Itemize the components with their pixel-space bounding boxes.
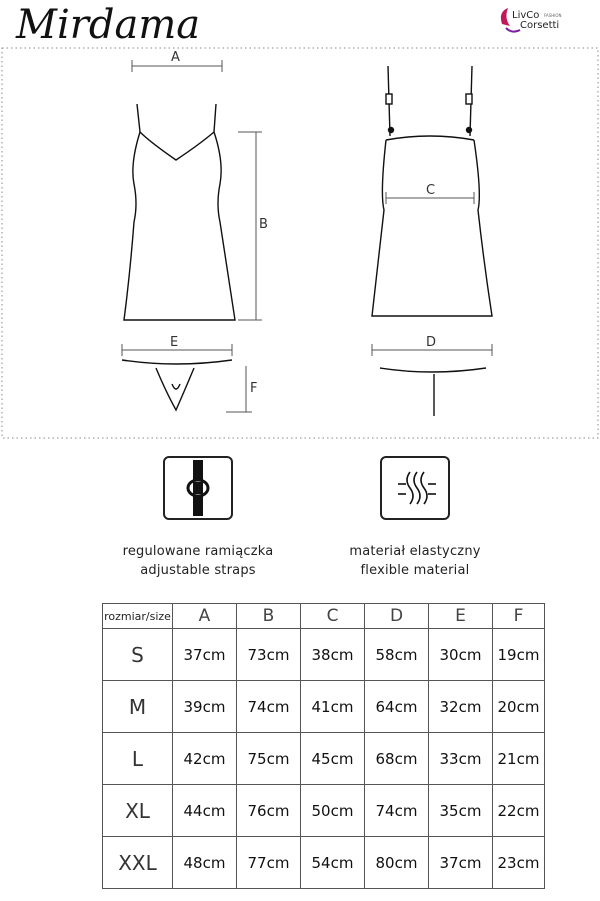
label-f: F <box>250 381 258 396</box>
header-col-b: B <box>237 604 301 629</box>
table-cell: 54cm <box>301 837 365 889</box>
table-cell: 33cm <box>429 733 493 785</box>
table-cell: 75cm <box>237 733 301 785</box>
table-row <box>103 785 545 837</box>
header-col-d: D <box>365 604 429 629</box>
table-cell: 68cm <box>365 733 429 785</box>
row-size: XXL <box>103 837 173 889</box>
table-cell: 58cm <box>365 629 429 681</box>
table-cell: 37cm <box>429 837 493 889</box>
front-view <box>124 104 235 320</box>
table-cell: 38cm <box>301 629 365 681</box>
table-cell: 48cm <box>173 837 237 889</box>
maker-logo <box>496 4 576 40</box>
feature-adjustable-straps <box>88 456 308 580</box>
logo-line1: LivCo <box>512 10 540 21</box>
brand-title <box>14 0 214 50</box>
thong-view <box>122 360 232 410</box>
feature-label-straps-pl: regulowane ramiączka <box>122 544 274 559</box>
table-cell: 44cm <box>173 785 237 837</box>
table-cell: 50cm <box>301 785 365 837</box>
garment-diagram <box>0 44 600 440</box>
size-table <box>102 603 545 889</box>
table-header-row <box>103 604 545 629</box>
table-cell: 21cm <box>493 733 545 785</box>
table-cell: 74cm <box>237 681 301 733</box>
table-cell: 20cm <box>493 681 545 733</box>
dotted-border <box>2 48 598 438</box>
table-row <box>103 629 545 681</box>
feature-label-elastic-en: flexible material <box>360 563 470 578</box>
label-d: D <box>426 335 437 350</box>
table-cell: 22cm <box>493 785 545 837</box>
label-b: B <box>259 217 268 232</box>
feature-label-elastic-pl: materiał elastyczny <box>349 544 481 559</box>
table-cell: 39cm <box>173 681 237 733</box>
logo-fashion: FASHION <box>544 13 562 18</box>
header-col-e: E <box>429 604 493 629</box>
table-cell: 37cm <box>173 629 237 681</box>
table-cell: 45cm <box>301 733 365 785</box>
diagram-frame <box>0 44 600 440</box>
logo-swoosh-icon <box>501 8 510 26</box>
table-cell: 80cm <box>365 837 429 889</box>
brand-title-text: Mirdama <box>16 2 201 48</box>
header-col-c: C <box>301 604 365 629</box>
header-col-f: F <box>493 604 545 629</box>
label-a: A <box>171 50 180 65</box>
table-cell: 41cm <box>301 681 365 733</box>
row-size: M <box>103 681 173 733</box>
table-cell: 76cm <box>237 785 301 837</box>
row-size: S <box>103 629 173 681</box>
table-cell: 74cm <box>365 785 429 837</box>
row-size: XL <box>103 785 173 837</box>
table-cell: 73cm <box>237 629 301 681</box>
table-row <box>103 681 545 733</box>
table-row <box>103 733 545 785</box>
label-c: C <box>426 183 436 198</box>
table-cell: 64cm <box>365 681 429 733</box>
elastic-material-icon <box>380 456 450 520</box>
thong-back-view <box>380 368 486 416</box>
feature-label-straps-en: adjustable straps <box>140 563 256 578</box>
table-cell: 32cm <box>429 681 493 733</box>
table-cell: 35cm <box>429 785 493 837</box>
header-col-a: A <box>173 604 237 629</box>
label-e: E <box>170 335 179 350</box>
table-cell: 30cm <box>429 629 493 681</box>
table-row <box>103 837 545 889</box>
feature-label-elastic <box>305 542 525 580</box>
logo-line2: Corsetti <box>520 20 560 31</box>
table-cell: 19cm <box>493 629 545 681</box>
header-corner: rozmiar/size <box>103 604 173 629</box>
table-cell: 23cm <box>493 837 545 889</box>
row-size: L <box>103 733 173 785</box>
adjustable-strap-icon <box>163 456 233 520</box>
feature-flexible-material <box>305 456 525 580</box>
dimension-f <box>226 366 252 412</box>
feature-label-straps <box>88 542 308 580</box>
table-cell: 77cm <box>237 837 301 889</box>
table-cell: 42cm <box>173 733 237 785</box>
